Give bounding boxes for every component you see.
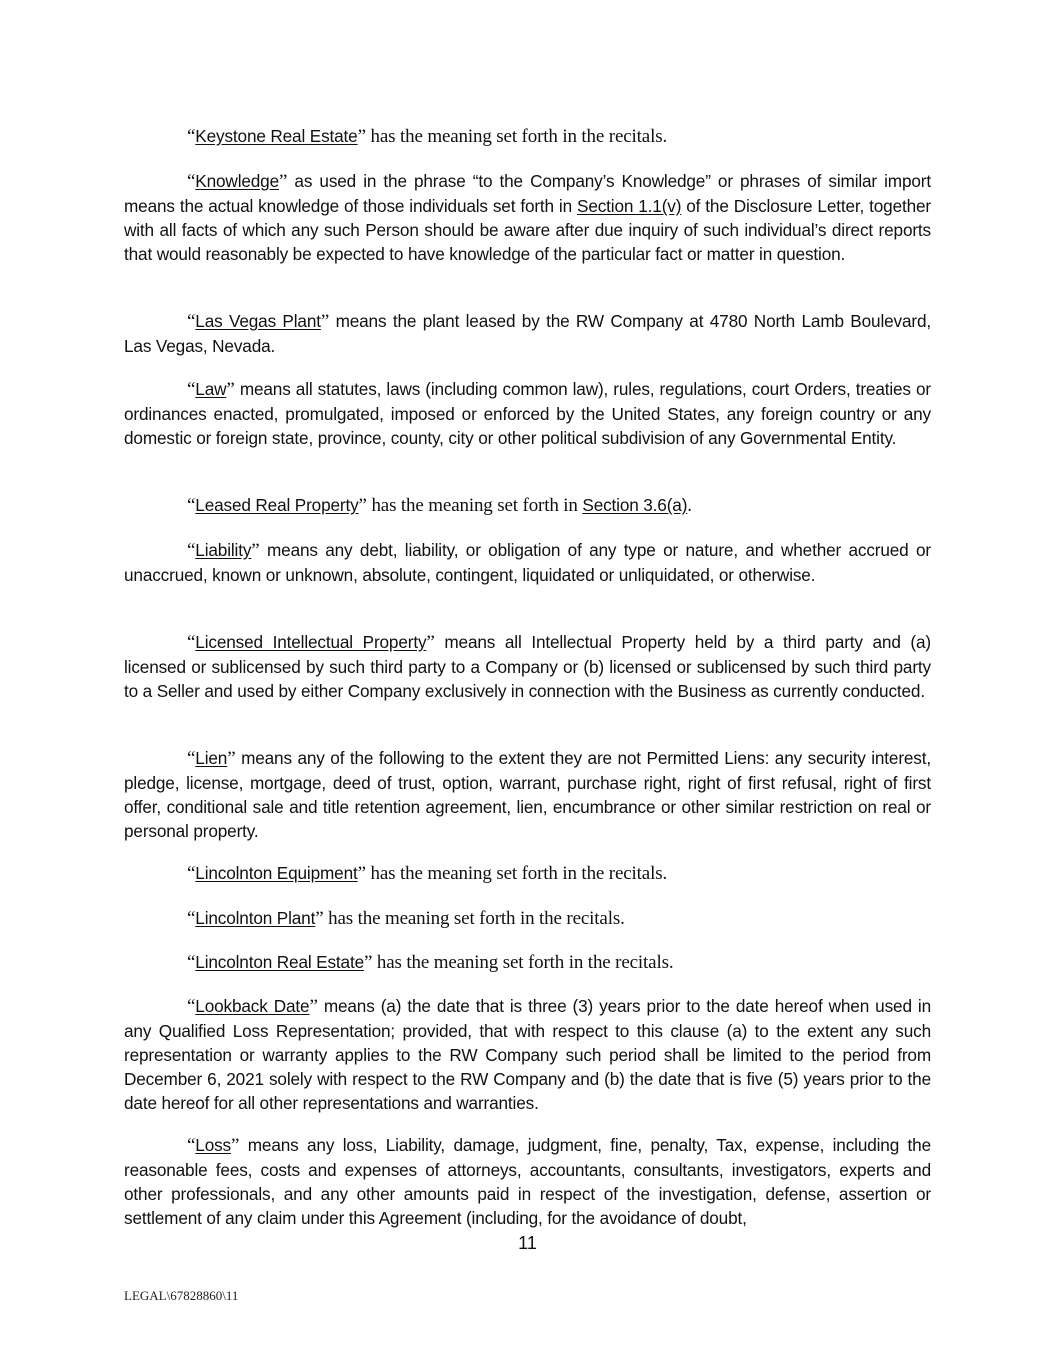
close-quote: ”	[426, 632, 435, 653]
section-reference: Section 3.6(a)	[582, 495, 688, 515]
close-quote: ”	[363, 952, 373, 973]
open-quote: “	[187, 495, 196, 516]
definition-keystone-real-estate	[124, 124, 931, 149]
definition-liability	[124, 538, 931, 587]
definition-knowledge	[124, 169, 931, 266]
close-quote: ”	[279, 171, 288, 192]
close-quote: ”	[357, 126, 366, 147]
defined-term: Leased Real Property	[195, 495, 359, 515]
defined-term: Licensed Intellectual Property	[195, 632, 427, 652]
definition-text: as used in the phrase “to the Company’s Knowledge” or phrases of similar import means the actual knowledge of those individuals set forth in	[124, 171, 931, 216]
definition-lincolnton-equipment	[124, 861, 931, 886]
defined-term: Lincolnton Equipment	[195, 863, 358, 883]
definition-text: means all statutes, laws (including common law), rules, regulations, court Orders, treaties or ordinances enacted, promulgated, imposed or enforced by the United States, any foreign country or any domestic or foreign state, province, county, city or other political subdivision of any Governmental Entity.	[124, 379, 931, 448]
definition-lookback-date	[124, 994, 931, 1115]
close-quote: ”	[320, 311, 330, 332]
definition-loss	[124, 1133, 931, 1230]
open-quote: “	[187, 379, 196, 400]
open-quote: “	[187, 952, 196, 973]
open-quote: “	[187, 1135, 196, 1156]
open-quote: “	[187, 171, 196, 192]
definition-text: has the meaning set forth in	[366, 495, 583, 516]
definition-text: has the meaning set forth in the recitals.	[323, 908, 625, 929]
definition-licensed-intellectual-property	[124, 630, 931, 703]
definition-lien	[124, 746, 931, 843]
definition-law	[124, 377, 931, 450]
definition-text-continued: .	[687, 495, 692, 516]
definition-las-vegas-plant	[124, 309, 931, 358]
definition-text: means any loss, Liability, damage, judgment, fine, penalty, Tax, expense, including the reasonable fees, costs and expenses of attorneys, accountants, consultants, investigators, experts and other professionals, and any other amounts paid in respect of the investigation, defense, assertion or settlement of any claim under this Agreement (including, for the avoidance of doubt,	[124, 1135, 931, 1228]
defined-term: Lookback Date	[195, 996, 310, 1016]
document-footer-id: LEGAL\67828860\11	[124, 1288, 239, 1303]
open-quote: “	[187, 908, 196, 929]
defined-term: Lincolnton Plant	[195, 908, 316, 928]
definition-leased-real-property	[124, 493, 931, 518]
definition-text: has the meaning set forth in the recitals.	[372, 952, 674, 973]
close-quote: ”	[309, 996, 318, 1017]
open-quote: “	[187, 863, 196, 884]
defined-term: Keystone Real Estate	[195, 126, 358, 146]
open-quote: “	[187, 996, 196, 1017]
definition-text-continued: of the Disclosure Letter, together with all facts of which any such Person should be aware after due inquiry of such individual’s direct reports that would reasonably be expected to have knowledge of the particular fact or matter in question.	[124, 196, 931, 264]
defined-term: Lien	[195, 748, 228, 768]
defined-term: Liability	[195, 540, 252, 560]
close-quote: ”	[315, 908, 324, 929]
close-quote: ”	[226, 379, 235, 400]
page-number: 11	[518, 1233, 537, 1253]
definition-text: has the meaning set forth in the recitals.	[365, 126, 668, 147]
open-quote: “	[187, 540, 196, 561]
definition-text: has the meaning set forth in the recitals.	[365, 863, 668, 884]
definition-lincolnton-plant	[124, 906, 931, 931]
definition-text: means any debt, liability, or obligation of any type or nature, and whether accrued or unaccrued, known or unknown, absolute, contingent, liquidated or unliquidated, or otherwise.	[124, 540, 931, 585]
defined-term: Las Vegas Plant	[195, 311, 321, 331]
close-quote: ”	[357, 863, 366, 884]
defined-term: Knowledge	[195, 171, 279, 191]
defined-term: Lincolnton Real Estate	[195, 952, 364, 972]
definition-text: means all Intellectual Property held by a third party and (a) licensed or sublicensed by such third party to a Company or (b) licensed or sublicensed by such third party to a Seller and used by either Company exclusively in connection with the Business as currently conducted.	[124, 632, 931, 701]
definition-lincolnton-real-estate	[124, 950, 931, 975]
definition-text: means any of the following to the extent they are not Permitted Liens: any security interest, pledge, license, mortgage, deed of trust, option, warrant, purchase right, right of first refusal, right of first offer, conditional sale and title retention agreement, lien, encumbrance or other similar restriction on real or personal property.	[124, 748, 931, 841]
open-quote: “	[187, 748, 196, 769]
close-quote: ”	[231, 1135, 240, 1156]
open-quote: “	[187, 126, 196, 147]
close-quote: ”	[251, 540, 260, 561]
defined-term: Loss	[195, 1135, 232, 1155]
defined-term: Law	[195, 379, 227, 399]
close-quote: ”	[227, 748, 236, 769]
definition-text: means (a) the date that is three (3) years prior to the date hereof when used in any Qualified Loss Representation; provided, that with respect to this clause (a) to the extent any such representation or warranty applies to the RW Company such period shall be limited to the period from December 6, 2021 solely with respect to the RW Company and (b) the date that is five (5) years prior to the date hereof for all other representations and warranties.	[124, 996, 931, 1113]
open-quote: “	[187, 632, 196, 653]
section-reference: Section 1.1(v)	[577, 196, 682, 216]
close-quote: ”	[358, 495, 367, 516]
open-quote: “	[187, 311, 196, 332]
definition-text: means the plant leased by the RW Company at 4780 North Lamb Boulevard, Las Vegas, Nevada.	[124, 311, 931, 356]
